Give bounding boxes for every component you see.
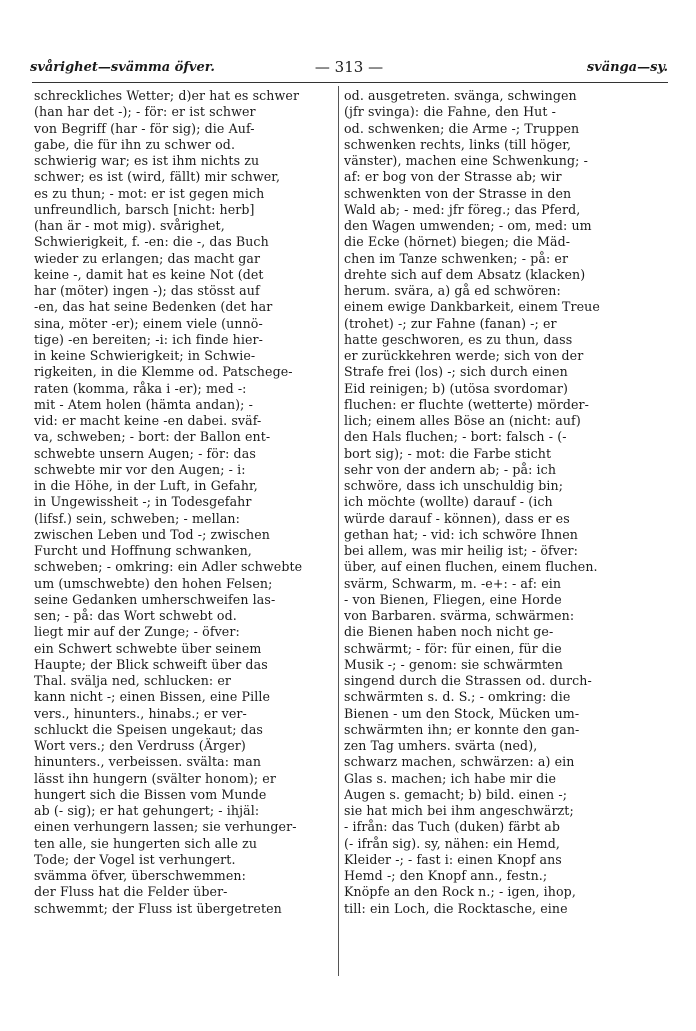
right-column-line: (trohet) -; zur Fahne (fanan) -; er: [344, 315, 557, 331]
right-column-line: zen Tag umhers. svärta (ned),: [344, 738, 538, 753]
right-column-line: od. ausgetreten. svänga, schwingen: [344, 88, 577, 103]
right-column-line: von Barbaren. svärma, schwärmen:: [344, 608, 575, 623]
right-column-line: über, auf einen fluchen, einem fluchen.: [344, 559, 598, 575]
left-column-line: schwer; es ist (wird, fällt) mir schwer,: [34, 169, 281, 185]
right-column-line: gethan hat; - vid: ich schwöre Ihnen: [344, 526, 578, 542]
right-column-line: Glas s. machen; ich habe mir die: [344, 770, 557, 786]
left-column-line: hungert sich die Bissen vom Munde: [34, 786, 267, 802]
left-column-line: schwierig war; es ist ihm nichts zu: [34, 153, 260, 168]
left-column-line: gabe, die für ihn zu schwer od.: [34, 136, 236, 152]
left-column-line: unfreundlich, barsch [nicht: herb]: [34, 201, 255, 217]
right-column-line: schwöre, dass ich unschuldig bin;: [344, 478, 564, 493]
left-column-line: zwischen Leben und Tod -; zwischen: [34, 526, 270, 542]
left-column-line: liegt mir auf der Zunge; - öfver:: [34, 624, 240, 640]
left-column-line: rigkeiten, in die Klemme od. Patschege-: [34, 364, 293, 380]
left-column-line: schluckt die Speisen ungekaut; das: [34, 721, 263, 737]
left-column-line: ein Schwert schwebte über seinem: [34, 640, 262, 656]
right-column-line: den Hals fluchen; - bort: falsch - (-: [344, 429, 567, 445]
left-column-line: seine Gedanken umherschweifen las-: [34, 591, 276, 607]
right-column-line: singend durch die Strassen od. durch-: [344, 673, 592, 688]
left-column-line: tige) -en bereiten; -i: ich finde hier-: [34, 331, 264, 347]
left-column-line: Thal. svälja ned, schlucken: er: [34, 673, 232, 688]
right-column-line: die Bienen haben noch nicht ge-: [344, 624, 554, 640]
header-left-guide-words: svårighet—svämma öfver.: [30, 60, 215, 75]
left-column-line: sen; - på: das Wort schwebt od.: [34, 608, 237, 623]
left-column-line: in die Höhe, in der Luft, in Gefahr,: [34, 478, 258, 493]
left-column-line: schwebte unsern Augen; - för: das: [34, 445, 256, 461]
right-column-line: Hemd -; den Knopf ann., festn.;: [344, 868, 548, 883]
left-column-line: in Ungewissheit -; in Todesgefahr: [34, 494, 252, 510]
right-column: [344, 88, 666, 917]
left-column-line: har (möter) ingen -); das stösst auf: [34, 283, 260, 298]
left-column-line: schwebte mir vor den Augen; - i:: [34, 461, 246, 477]
right-column-line: schwenken rechts, links (till höger,: [344, 136, 572, 152]
right-column-line: Knöpfe an den Rock n.; - igen, ihop,: [344, 884, 576, 900]
left-column-line: einen verhungern lassen; sie verhunger-: [34, 819, 297, 835]
right-column-line: er zurückkehren werde; sich von der: [344, 348, 584, 363]
right-column-line: die Ecke (hörnet) biegen; die Mäd-: [344, 234, 571, 250]
right-column-line: (- ifrån sig). sy, nähen: ein Hemd,: [344, 835, 560, 851]
left-column-line: vers., hinunters., hinabs.; er ver-: [34, 705, 247, 721]
left-column-line: schreckliches Wetter; d)er hat es schwer: [34, 88, 300, 103]
right-column-line: bort sig); - mot: die Farbe sticht: [344, 445, 552, 461]
running-header: [30, 58, 668, 80]
right-column-line: - von Bienen, Fliegen, eine Horde: [344, 591, 562, 607]
page-number: — 313 —: [314, 58, 384, 76]
right-column-line: od. schwenken; die Arme -; Truppen: [344, 120, 580, 136]
left-column-line: der Fluss hat die Felder über-: [34, 884, 228, 900]
left-column-line: hinunters., verbeissen. svälta: man: [34, 754, 262, 770]
right-column-line: till: ein Loch, die Rocktasche, eine: [344, 900, 568, 916]
right-column-line: schwenkten von der Strasse in den: [344, 185, 572, 201]
left-column-line: Schwierigkeit, f. -en: die -, das Buch: [34, 234, 269, 250]
left-column-line: (lifsf.) sein, schweben; - mellan:: [34, 510, 240, 526]
right-column-line: schwärmten s. d. S.; - omkring: die: [344, 689, 571, 705]
left-column-line: lässt ihn hungern (svälter honom); er: [34, 770, 276, 786]
left-column-line: Tode; der Vogel ist verhungert.: [34, 851, 236, 867]
right-column-line: Strafe frei (los) -; sich durch einen: [344, 364, 568, 380]
right-column-line: ich möchte (wollte) darauf - (ich: [344, 494, 553, 510]
left-column-line: sina, möter -er); einem viele (unnö-: [34, 315, 263, 331]
right-column-line: chen im Tanze schwenken; - på: er: [344, 250, 569, 266]
left-column-line: um (umschwebte) den hohen Felsen;: [34, 575, 273, 591]
left-column-line: wieder zu erlangen; das macht gar: [34, 250, 261, 266]
right-column-line: Bienen - um den Stock, Mücken um-: [344, 705, 580, 721]
right-column-line: schwarz machen, schwärzen: a) ein: [344, 754, 575, 770]
left-column-line: es zu thun; - mot: er ist gegen mich: [34, 185, 265, 201]
left-column-line: in keine Schwierigkeit; in Schwie-: [34, 348, 256, 363]
right-column-line: Eid reinigen; b) (utösa svordomar): [344, 380, 569, 396]
left-column-line: mit - Atem holen (hämta andan); -: [34, 396, 253, 412]
right-column-line: den Wagen umwenden; - om, med: um: [344, 218, 592, 233]
left-column-line: schweben; - omkring: ein Adler schwebte: [34, 559, 303, 575]
right-column-line: würde darauf - können), dass er es: [344, 510, 570, 526]
left-column-line: keine -, damit hat es keine Not (det: [34, 266, 264, 282]
right-column-line: Musik -; - genom: sie schwärmten: [344, 656, 563, 672]
left-column-line: raten (komma, råka i -er); med -:: [34, 380, 247, 396]
left-column-line: va, schweben; - bort: der Ballon ent-: [34, 429, 271, 445]
left-column-line: vid: er macht keine -en dabei. sväf-: [34, 413, 262, 428]
right-column-line: herum. svära, a) gå ed schwören:: [344, 283, 561, 298]
left-column-line: (han är - mot mig). svårighet,: [34, 218, 225, 233]
left-column-line: -en, das hat seine Bedenken (det har: [34, 299, 273, 315]
right-column-line: Kleider -; - fast i: einen Knopf ans: [344, 851, 562, 867]
right-column-line: fluchen: er fluchte (wetterte) mörder-: [344, 396, 590, 412]
left-column-line: schwemmt; der Fluss ist übergetreten: [34, 900, 282, 916]
left-column-line: (han har det -); - för: er ist schwer: [34, 104, 256, 120]
header-rule: [32, 82, 668, 83]
right-column-line: - ifrån: das Tuch (duken) färbt ab: [344, 819, 561, 835]
left-column-line: Wort vers.; den Verdruss (Ärger): [34, 738, 246, 753]
right-column-line: vänster), machen eine Schwenkung; -: [344, 153, 588, 168]
right-column-line: sehr von der andern ab; - på: ich: [344, 461, 557, 477]
right-column-line: Augen s. gemacht; b) bild. einen -;: [344, 786, 568, 802]
column-divider: [338, 86, 339, 976]
right-column-line: sie hat mich bei ihm angeschwärzt;: [344, 803, 574, 818]
left-column-line: Haupte; der Blick schweift über das: [34, 656, 268, 672]
right-column-line: svärm, Schwarm, m. -e+: - af: ein: [344, 575, 562, 591]
right-column-line: bei allem, was mir heilig ist; - öfver:: [344, 543, 578, 558]
right-column-line: Wald ab; - med: jfr föreg.; das Pferd,: [344, 201, 581, 217]
left-column-line: kann nicht -; einen Bissen, eine Pille: [34, 689, 271, 705]
left-column-line: Furcht und Hoffnung schwanken,: [34, 543, 252, 558]
right-column-line: af: er bog von der Strasse ab; wir: [344, 169, 562, 185]
right-column-line: lich; einem alles Böse an (nicht: auf): [344, 413, 581, 428]
header-right-guide-words: svänga—sy.: [586, 60, 668, 75]
left-column: [34, 88, 334, 917]
left-column-line: ten alle, sie hungerten sich alle zu: [34, 835, 258, 851]
right-column-line: (jfr svinga): die Fahne, den Hut -: [344, 104, 557, 120]
right-column-line: schwärmten ihn; er konnte den gan-: [344, 721, 580, 737]
left-column-line: von Begriff (har - för sig); die Auf-: [34, 120, 255, 136]
right-column-line: drehte sich auf dem Absatz (klacken): [344, 266, 586, 282]
right-column-line: einem ewige Dankbarkeit, einem Treue: [344, 299, 600, 315]
right-column-line: schwärmt; - för: für einen, für die: [344, 640, 562, 656]
right-column-line: hatte geschworen, es zu thun, dass: [344, 331, 573, 347]
left-column-line: svämma öfver, überschwemmen:: [34, 868, 246, 883]
left-column-line: ab (- sig); er hat gehungert; - ihjäl:: [34, 803, 260, 818]
